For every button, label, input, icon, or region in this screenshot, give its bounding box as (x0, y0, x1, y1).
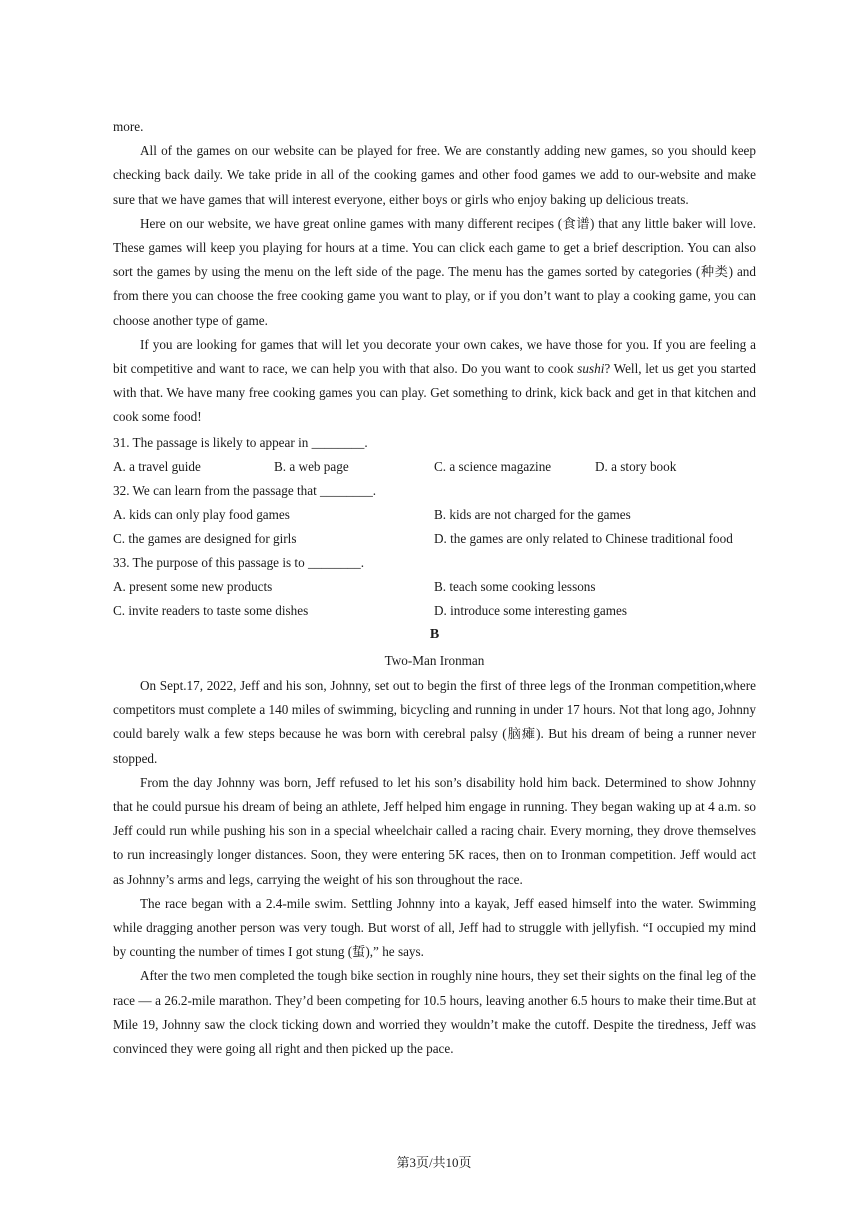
question-32-stem: 32. We can learn from the passage that ________. (113, 483, 377, 498)
passage-b (113, 674, 756, 1061)
question-33-option-a: A. present some new products (113, 579, 273, 594)
question-32-option-b: B. kids are not charged for the games (434, 507, 631, 522)
passage-a-paragraph-1: All of the games on our website can be played for free. We are constantly adding new games, so you should keep checking back daily. We take pride in all of the cooking games and other food games we add to our-website and make sure that we have games that will interest everyone, either boys or girls who enjoy baking up delicious treats. (113, 143, 756, 207)
question-31-option-a: A. a travel guide (113, 459, 201, 474)
question-33-option-b: B. teach some cooking lessons (434, 579, 596, 594)
question-32-option-a: A. kids can only play food games (113, 507, 290, 522)
question-32-option-d: D. the games are only related to Chinese traditional food (434, 531, 733, 546)
passage-b-paragraph-4: After the two men completed the tough bike section in roughly nine hours, they set their sights on the final leg of the race — a 26.2-mile marathon. They’d been competing for 10.5 hours, leaving another 6.5 hours to make their time.But at Mile 19, Johnny saw the clock ticking down and worried they wouldn’t make the cutoff. Despite the tiredness, Jeff was convinced they were going all right and then picked up the pace. (113, 968, 756, 1057)
question-31-option-b: B. a web page (274, 459, 349, 474)
question-31-option-c: C. a science magazine (434, 459, 552, 474)
passage-a-continuation: more. (113, 119, 144, 134)
question-31-option-d: D. a story book (595, 459, 677, 474)
question-32-option-c: C. the games are designed for girls (113, 531, 297, 546)
passage-b-paragraph-1: On Sept.17, 2022, Jeff and his son, Johnny, set out to begin the first of three legs of the Ironman competition,where competitors must complete a 140 miles of swimming, bicycling and running in under 17 hours. Not that long ago, Johnny could barely walk a few steps because he was born with cerebral palsy (脑瘫). But his dream of being a runner never stopped. (113, 678, 756, 766)
question-33-option-c: C. invite readers to taste some dishes (113, 603, 309, 618)
passage-b-paragraph-2: From the day Johnny was born, Jeff refused to let his son’s disability hold him back. Determined to show Johnny that he could pursue his dream of being an athlete, Jeff helped him engage in running. They began waking up at 4 a.m. so Jeff could run while pushing his son in a special wheelchair called a racing chair. Every morning, they drove themselves to run increasingly longer distances. Soon, they were entering 5K races, then on to Ironman competition. Jeff would act as Johnny’s arms and legs, carrying the weight of his son throughout the race. (113, 774, 756, 887)
document-page (113, 0, 756, 1227)
section-b-heading: B (429, 627, 440, 642)
passage-a-paragraph-3: If you are looking for games that will let you decorate your own cakes, we have those for you. If you are feeling a bit competitive and want to race, we can help you with that also. Do you want to cook sushi? Well, let us get you started with that. We have many free cooking games you can play. Get something to drink, kick back and get in that kitchen and cook some food! (113, 336, 756, 425)
page-number-footer: 第3页/共10页 (396, 1155, 472, 1170)
passage-b-paragraph-3: The race began with a 2.4-mile swim. Settling Johnny into a kayak, Jeff eased himself into the water. Swimming while dragging another person was very tough. But worst of all, Jeff had to struggle with jellyfish. “I occupied my mind by counting the number of times I got stung (蜇),” he says. (113, 895, 756, 960)
passage-a-paragraph-2: Here on our website, we have great online games with many different recipes (食谱) that any little baker will love. These games will keep you playing for hours at a time. You can click each game to get a brief description. You can also sort the games by using the menu on the left side of the page. The menu has the games sorted by categories (种类) and from there you can choose the free cooking game you want to play, or if you don’t want to play a cooking game, you can choose another type of game. (113, 215, 756, 328)
passage-b-title: Two-Man Ironman (384, 653, 485, 668)
question-31-stem: 31. The passage is likely to appear in ________. (113, 435, 368, 450)
passage-a (113, 115, 756, 430)
question-33-stem: 33. The purpose of this passage is to ________. (113, 555, 365, 570)
question-33-option-d: D. introduce some interesting games (434, 603, 628, 618)
